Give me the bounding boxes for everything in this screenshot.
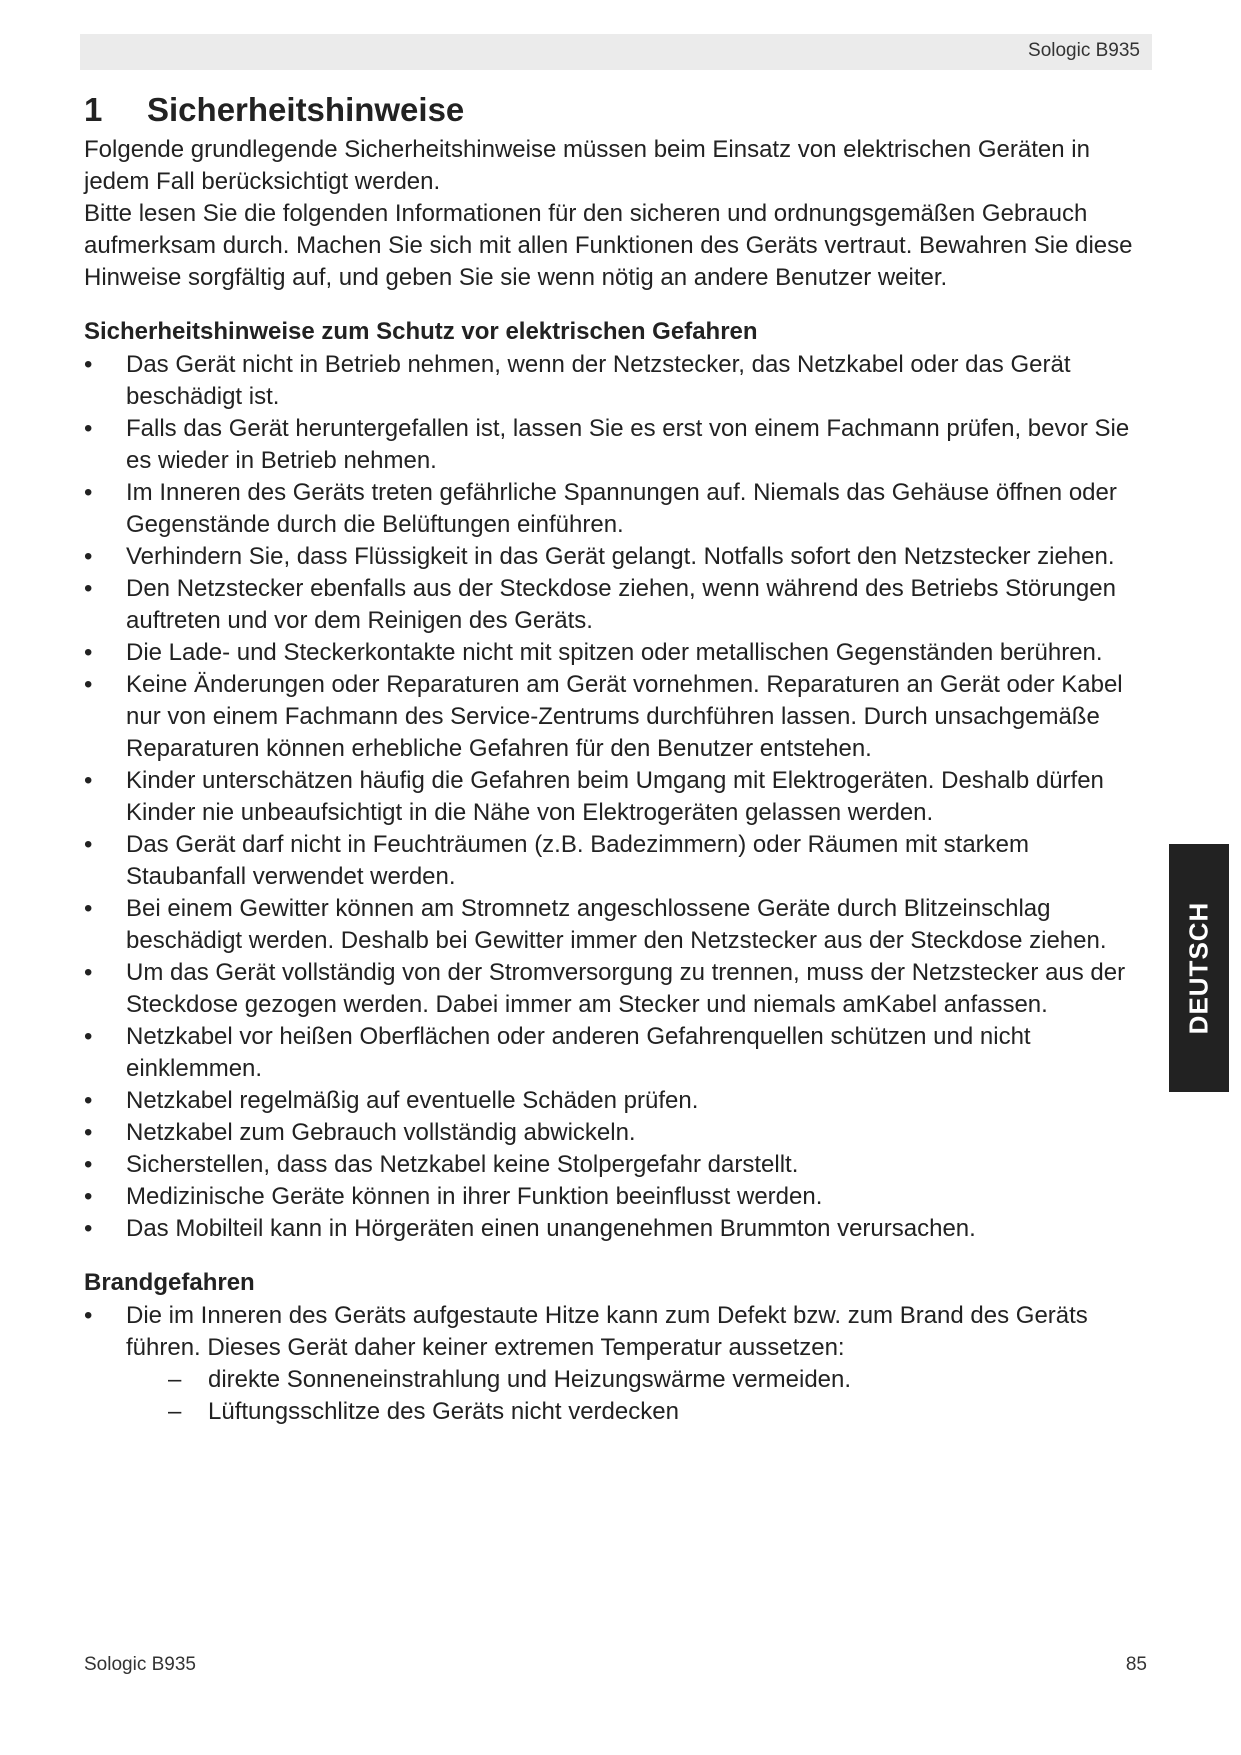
list-item-text: Netzkabel zum Gebrauch vollständig abwickeln. bbox=[126, 1119, 636, 1146]
page-content bbox=[84, 86, 1150, 1428]
sub-list-item bbox=[168, 1364, 1150, 1396]
bullet-glyph: • bbox=[84, 1215, 93, 1242]
list-item bbox=[84, 349, 1150, 413]
footer-product-name: Sologic B935 bbox=[84, 1654, 196, 1675]
list-item bbox=[84, 829, 1150, 893]
list-item-text: Das Gerät nicht in Betrieb nehmen, wenn der Netzstecker, das Netzkabel oder das Gerät beschädigt ist. bbox=[126, 351, 1071, 410]
intro-paragraph-2: Bitte lesen Sie die folgenden Informationen für den sicheren und ordnungsgemäßen Gebrauch aufmerksam durch. Machen Sie sich mit allen Funktionen des Geräts vertraut. Bewahren Sie diese Hinweise sorgfältig auf, und geben Sie sie wenn nötig an andere Benutzer weiter. bbox=[84, 200, 1133, 291]
list-item bbox=[84, 413, 1150, 477]
list-item-text: Bei einem Gewitter können am Stromnetz angeschlossene Geräte durch Blitzeinschlag beschädigt werden. Deshalb bei Gewitter immer den Netzstecker aus der Steckdose ziehen. bbox=[126, 895, 1107, 954]
list-item bbox=[84, 1213, 1150, 1245]
bullet-glyph: • bbox=[84, 415, 93, 442]
list-item-text: Netzkabel vor heißen Oberflächen oder anderen Gefahrenquellen schützen und nicht einklemmen. bbox=[126, 1023, 1031, 1082]
section-title-text: Sicherheitshinweise bbox=[147, 91, 465, 128]
bullet-glyph: • bbox=[84, 351, 93, 378]
electrical-heading: Sicherheitshinweise zum Schutz vor elektrischen Gefahren bbox=[84, 318, 758, 345]
fire-safety-list bbox=[84, 1300, 1150, 1428]
bullet-glyph: • bbox=[84, 1151, 93, 1178]
bullet-glyph: • bbox=[84, 479, 93, 506]
sub-list-item-text: Lüftungsschlitze des Geräts nicht verdecken bbox=[208, 1398, 679, 1425]
list-item-text: Die Lade- und Steckerkontakte nicht mit spitzen oder metallischen Gegenständen berühren. bbox=[126, 639, 1103, 666]
bullet-glyph: • bbox=[84, 1087, 93, 1114]
fire-heading: Brandgefahren bbox=[84, 1269, 255, 1296]
list-item-text: Im Inneren des Geräts treten gefährliche Spannungen auf. Niemals das Gehäuse öffnen oder Gegenstände durch die Belüftungen einführen. bbox=[126, 479, 1117, 538]
list-item-text: Das Mobilteil kann in Hörgeräten einen unangenehmen Brummton verursachen. bbox=[126, 1215, 976, 1242]
language-tab bbox=[1169, 844, 1229, 1092]
list-item-text: Sicherstellen, dass das Netzkabel keine Stolpergefahr darstellt. bbox=[126, 1151, 799, 1178]
sub-list-item-text: direkte Sonneneinstrahlung und Heizungswärme vermeiden. bbox=[208, 1366, 852, 1393]
list-item bbox=[84, 1300, 1150, 1428]
list-item-text: Verhindern Sie, dass Flüssigkeit in das Gerät gelangt. Notfalls sofort den Netzstecker ziehen. bbox=[126, 543, 1115, 570]
bullet-glyph: • bbox=[84, 671, 93, 698]
list-item bbox=[84, 669, 1150, 765]
bullet-glyph: • bbox=[84, 1023, 93, 1050]
dash-glyph: – bbox=[168, 1398, 182, 1425]
bullet-glyph: • bbox=[84, 959, 93, 986]
header-bar bbox=[80, 34, 1152, 70]
sub-list-item bbox=[168, 1396, 1150, 1428]
list-item bbox=[84, 1117, 1150, 1149]
section-number: 1 bbox=[84, 91, 103, 128]
list-item bbox=[84, 541, 1150, 573]
bullet-glyph: • bbox=[84, 767, 93, 794]
list-item-text: Das Gerät darf nicht in Feuchträumen (z.B. Badezimmern) oder Räumen mit starkem Staubanfall verwendet werden. bbox=[126, 831, 1029, 890]
list-item-text: Kinder unterschätzen häufig die Gefahren beim Umgang mit Elektrogeräten. Deshalb dürfen Kinder nie unbeaufsichtigt in die Nähe von Elektrogeräten gelassen werden. bbox=[126, 767, 1104, 826]
dash-glyph: – bbox=[168, 1366, 182, 1393]
bullet-glyph: • bbox=[84, 639, 93, 666]
bullet-glyph: • bbox=[84, 895, 93, 922]
page-number: 85 bbox=[1125, 1654, 1147, 1675]
list-item bbox=[84, 765, 1150, 829]
list-item-text: Medizinische Geräte können in ihrer Funktion beeinflusst werden. bbox=[126, 1183, 823, 1210]
header-product-name: Sologic B935 bbox=[1028, 40, 1140, 61]
bullet-glyph: • bbox=[84, 543, 93, 570]
list-item-text: Die im Inneren des Geräts aufgestaute Hitze kann zum Defekt bzw. zum Brand des Geräts führen. Dieses Gerät daher keiner extremen Temperatur aussetzen: bbox=[126, 1302, 1088, 1361]
list-item-text: Falls das Gerät heruntergefallen ist, lassen Sie es erst von einem Fachmann prüfen, bevor Sie es wieder in Betrieb nehmen. bbox=[126, 415, 1130, 474]
bullet-glyph: • bbox=[84, 1302, 93, 1329]
intro-paragraph-1: Folgende grundlegende Sicherheitshinweise müssen beim Einsatz von elektrischen Geräten in jedem Fall berücksichtigt werden. bbox=[84, 136, 1090, 195]
fire-sub-list bbox=[126, 1364, 1150, 1428]
list-item bbox=[84, 893, 1150, 957]
list-item bbox=[84, 957, 1150, 1021]
bullet-glyph: • bbox=[84, 831, 93, 858]
list-item-text: Um das Gerät vollständig von der Stromversorgung zu trennen, muss der Netzstecker aus der Steckdose gezogen werden. Dabei immer am Stecker und niemals amKabel anfassen. bbox=[126, 959, 1126, 1018]
list-item bbox=[84, 1149, 1150, 1181]
electrical-safety-list bbox=[84, 349, 1150, 1245]
list-item-text: Keine Änderungen oder Reparaturen am Gerät vornehmen. Reparaturen an Gerät oder Kabel nur von einem Fachmann des Service-Zentrums durchführen lassen. Durch unsachgemäße Reparaturen können erhebliche Gefahren für den Benutzer entstehen. bbox=[126, 671, 1123, 762]
bullet-glyph: • bbox=[84, 575, 93, 602]
section-title bbox=[84, 86, 1150, 134]
list-item-text: Netzkabel regelmäßig auf eventuelle Schäden prüfen. bbox=[126, 1087, 699, 1114]
list-item bbox=[84, 1181, 1150, 1213]
bullet-glyph: • bbox=[84, 1119, 93, 1146]
language-tab-label: DEUTSCH bbox=[1183, 901, 1214, 1035]
list-item-text: Den Netzstecker ebenfalls aus der Steckdose ziehen, wenn während des Betriebs Störungen auftreten und vor dem Reinigen des Geräts. bbox=[126, 575, 1116, 634]
list-item bbox=[84, 477, 1150, 541]
list-item bbox=[84, 1021, 1150, 1085]
list-item bbox=[84, 573, 1150, 637]
list-item bbox=[84, 637, 1150, 669]
list-item bbox=[84, 1085, 1150, 1117]
bullet-glyph: • bbox=[84, 1183, 93, 1210]
